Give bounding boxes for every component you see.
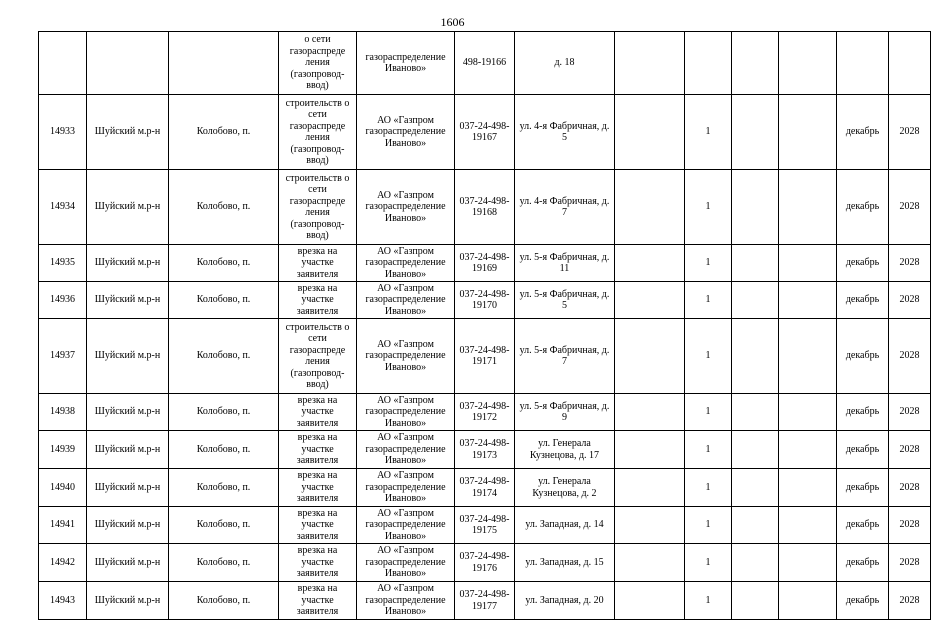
blank-cell [615,507,685,544]
organization-cell: АО «Газпром газораспределение Иваново» [357,431,455,469]
blank-cell [732,245,779,282]
quantity-cell: 1 [685,282,732,319]
work-type-cell: строительств о сети газораспреде ления (газопровод-ввод) [279,95,357,170]
blank-cell [615,95,685,170]
address-cell: ул. 4-я Фабричная, д. 5 [515,95,615,170]
district-cell: Шуйский м.р-н [87,544,169,582]
row-number: 14939 [39,431,87,469]
blank-cell [732,394,779,431]
year-cell: 2028 [889,95,931,170]
year-cell: 2028 [889,282,931,319]
blank-cell [615,469,685,507]
locality-cell: Колобово, п. [169,431,279,469]
month-cell: декабрь [837,431,889,469]
organization-cell: АО «Газпром газораспределение Иваново» [357,95,455,170]
month-cell: декабрь [837,319,889,394]
row-number: 14942 [39,544,87,582]
year-cell: 2028 [889,544,931,582]
work-type-cell: врезка на участке заявителя [279,431,357,469]
table-row [39,32,931,95]
quantity-cell: 1 [685,245,732,282]
blank-cell [615,245,685,282]
year-cell: 2028 [889,319,931,394]
blank-cell [732,95,779,170]
year-cell: 2028 [889,394,931,431]
month-cell: декабрь [837,507,889,544]
blank-cell [615,544,685,582]
locality-cell: Колобово, п. [169,319,279,394]
quantity-cell: 1 [685,544,732,582]
month-cell: декабрь [837,582,889,620]
organization-cell: АО «Газпром газораспределение Иваново» [357,282,455,319]
address-cell: ул. 5-я Фабричная, д. 5 [515,282,615,319]
blank-cell [615,319,685,394]
row-number: 14935 [39,245,87,282]
blank-cell [615,582,685,620]
address-cell: ул. 4-я Фабричная, д. 7 [515,170,615,245]
blank-cell [732,469,779,507]
district-cell: Шуйский м.р-н [87,282,169,319]
quantity-cell: 1 [685,582,732,620]
blank-cell [779,282,837,319]
work-type-cell: врезка на участке заявителя [279,469,357,507]
quantity-cell: 1 [685,469,732,507]
work-type-cell: врезка на участке заявителя [279,394,357,431]
month-cell: декабрь [837,245,889,282]
district-cell: Шуйский м.р-н [87,245,169,282]
table-row [39,582,931,620]
address-cell: д. 18 [515,32,615,95]
document-number-cell: 037-24-498-19172 [455,394,515,431]
locality-cell: Колобово, п. [169,544,279,582]
month-cell [837,32,889,95]
quantity-cell: 1 [685,431,732,469]
organization-cell: АО «Газпром газораспределение Иваново» [357,544,455,582]
document-number-cell: 037-24-498-19174 [455,469,515,507]
work-type-cell: врезка на участке заявителя [279,282,357,319]
table-row [39,319,931,394]
table-row [39,507,931,544]
locality-cell: Колобово, п. [169,170,279,245]
locality-cell [169,32,279,95]
organization-cell: АО «Газпром газораспределение Иваново» [357,582,455,620]
district-cell: Шуйский м.р-н [87,469,169,507]
data-table [38,31,931,620]
blank-cell [615,431,685,469]
organization-cell: АО «Газпром газораспределение Иваново» [357,394,455,431]
district-cell: Шуйский м.р-н [87,582,169,620]
document-number-cell: 498-19166 [455,32,515,95]
quantity-cell: 1 [685,170,732,245]
organization-cell: АО «Газпром газораспределение Иваново» [357,507,455,544]
row-number [39,32,87,95]
document-number-cell: 037-24-498-19171 [455,319,515,394]
month-cell: декабрь [837,170,889,245]
document-number-cell: 037-24-498-19169 [455,245,515,282]
row-number: 14937 [39,319,87,394]
address-cell: ул. 5-я Фабричная, д. 11 [515,245,615,282]
district-cell: Шуйский м.р-н [87,170,169,245]
month-cell: декабрь [837,95,889,170]
table-body [39,32,931,620]
blank-cell [779,95,837,170]
year-cell: 2028 [889,431,931,469]
row-number: 14943 [39,582,87,620]
blank-cell [615,394,685,431]
work-type-cell: строительств о сети газораспреде ления (газопровод-ввод) [279,170,357,245]
month-cell: декабрь [837,469,889,507]
work-type-cell: врезка на участке заявителя [279,582,357,620]
row-number: 14941 [39,507,87,544]
document-number-cell: 037-24-498-19168 [455,170,515,245]
organization-cell: газораспределение Иваново» [357,32,455,95]
row-number: 14940 [39,469,87,507]
locality-cell: Колобово, п. [169,394,279,431]
quantity-cell: 1 [685,95,732,170]
table-row [39,282,931,319]
blank-cell [779,431,837,469]
address-cell: ул. Генерала Кузнецова, д. 2 [515,469,615,507]
blank-cell [732,544,779,582]
blank-cell [732,431,779,469]
month-cell: декабрь [837,282,889,319]
document-number-cell: 037-24-498-19173 [455,431,515,469]
blank-cell [732,170,779,245]
locality-cell: Колобово, п. [169,282,279,319]
locality-cell: Колобово, п. [169,507,279,544]
table-row [39,431,931,469]
blank-cell [732,319,779,394]
page-number: 1606 [440,15,465,29]
blank-cell [779,544,837,582]
organization-cell: АО «Газпром газораспределение Иваново» [357,245,455,282]
organization-cell: АО «Газпром газораспределение Иваново» [357,319,455,394]
document-number-cell: 037-24-498-19175 [455,507,515,544]
locality-cell: Колобово, п. [169,95,279,170]
blank-cell [779,582,837,620]
district-cell: Шуйский м.р-н [87,507,169,544]
year-cell: 2028 [889,170,931,245]
work-type-cell: врезка на участке заявителя [279,544,357,582]
blank-cell [615,170,685,245]
blank-cell [732,582,779,620]
document-number-cell: 037-24-498-19170 [455,282,515,319]
blank-cell [779,507,837,544]
locality-cell: Колобово, п. [169,469,279,507]
table-row [39,170,931,245]
blank-cell [779,469,837,507]
organization-cell: АО «Газпром газораспределение Иваново» [357,170,455,245]
blank-cell [615,32,685,95]
organization-cell: АО «Газпром газораспределение Иваново» [357,469,455,507]
quantity-cell [685,32,732,95]
year-cell: 2028 [889,582,931,620]
document-number-cell: 037-24-498-19177 [455,582,515,620]
year-cell: 2028 [889,507,931,544]
blank-cell [779,245,837,282]
blank-cell [732,282,779,319]
work-type-cell: врезка на участке заявителя [279,507,357,544]
work-type-cell: врезка на участке заявителя [279,245,357,282]
district-cell [87,32,169,95]
table-row [39,245,931,282]
district-cell: Шуйский м.р-н [87,319,169,394]
year-cell [889,32,931,95]
address-cell: ул. Западная, д. 14 [515,507,615,544]
locality-cell: Колобово, п. [169,245,279,282]
quantity-cell: 1 [685,394,732,431]
row-number: 14933 [39,95,87,170]
address-cell: ул. Западная, д. 15 [515,544,615,582]
district-cell: Шуйский м.р-н [87,394,169,431]
district-cell: Шуйский м.р-н [87,431,169,469]
table-row [39,95,931,170]
blank-cell [615,282,685,319]
blank-cell [779,170,837,245]
month-cell: декабрь [837,544,889,582]
locality-cell: Колобово, п. [169,582,279,620]
work-type-cell: о сети газораспреде ления (газопровод-ввод) [279,32,357,95]
blank-cell [779,32,837,95]
address-cell: ул. Западная, д. 20 [515,582,615,620]
table-row [39,394,931,431]
table-row [39,469,931,507]
year-cell: 2028 [889,469,931,507]
work-type-cell: строительств о сети газораспреде ления (газопровод-ввод) [279,319,357,394]
row-number: 14934 [39,170,87,245]
blank-cell [732,32,779,95]
month-cell: декабрь [837,394,889,431]
blank-cell [732,507,779,544]
year-cell: 2028 [889,245,931,282]
document-number-cell: 037-24-498-19167 [455,95,515,170]
quantity-cell: 1 [685,507,732,544]
document-number-cell: 037-24-498-19176 [455,544,515,582]
address-cell: ул. Генерала Кузнецова, д. 17 [515,431,615,469]
address-cell: ул. 5-я Фабричная, д. 7 [515,319,615,394]
blank-cell [779,319,837,394]
table-row [39,544,931,582]
row-number: 14936 [39,282,87,319]
row-number: 14938 [39,394,87,431]
blank-cell [779,394,837,431]
quantity-cell: 1 [685,319,732,394]
district-cell: Шуйский м.р-н [87,95,169,170]
address-cell: ул. 5-я Фабричная, д. 9 [515,394,615,431]
